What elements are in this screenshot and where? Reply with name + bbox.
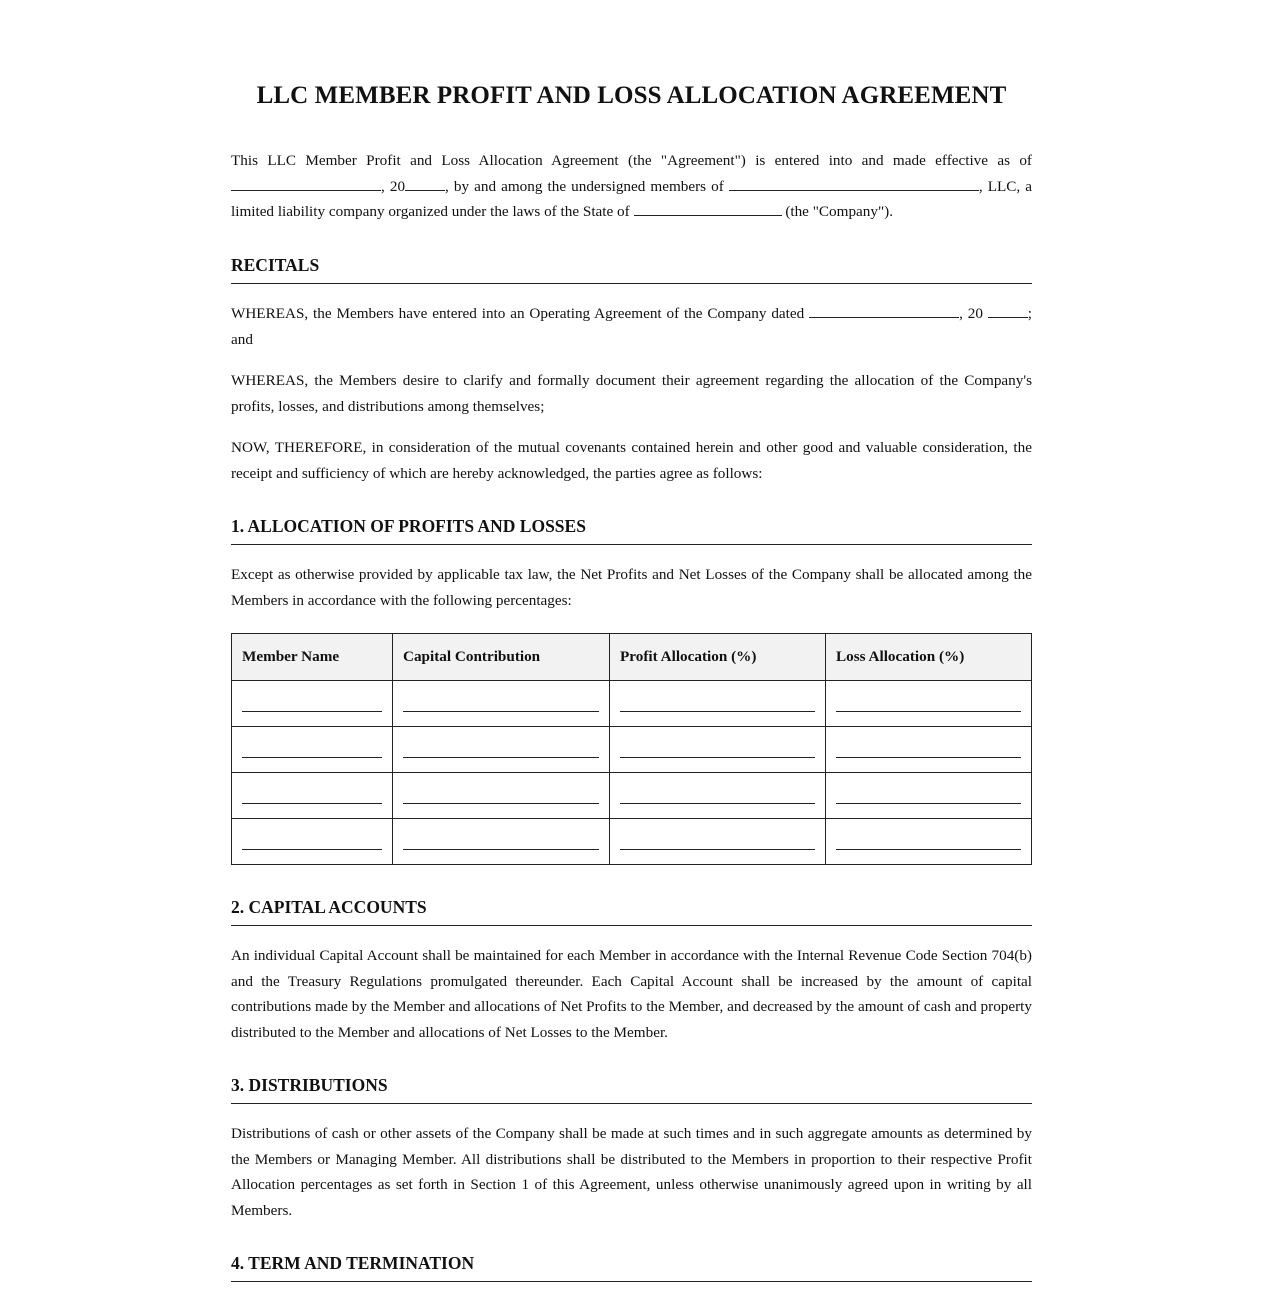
member-name-field[interactable] — [242, 849, 382, 850]
section-1-heading: 1. ALLOCATION OF PROFITS AND LOSSES — [231, 516, 1032, 545]
now-therefore-text: NOW, THEREFORE, in consideration of the mutual covenants contained herein and other good and valuable consideration, the receipt and sufficiency of which are hereby acknowledged, the parties agree as follows: — [231, 439, 1032, 482]
allocation-table — [231, 633, 1032, 865]
table-cell-capital-contribution — [393, 727, 610, 773]
capital-contribution-field[interactable] — [403, 711, 599, 712]
table-row — [232, 819, 1032, 865]
table-row — [232, 727, 1032, 773]
intro-text-5: a limited liability company organized under the laws of the State of — [231, 177, 1033, 221]
intro-text-2: , 20 — [381, 177, 406, 195]
intro-text-6: (the "Company"). — [785, 203, 894, 221]
loss-allocation-field[interactable] — [836, 849, 1021, 850]
member-name-field[interactable] — [242, 757, 382, 758]
capital-contribution-field[interactable] — [403, 757, 599, 758]
operating-agreement-year-field[interactable] — [988, 304, 1028, 318]
table-cell-capital-contribution — [393, 819, 610, 865]
section-1-body — [231, 562, 1032, 613]
profit-allocation-field[interactable] — [620, 711, 815, 712]
whereas-2-text: WHEREAS, the Members desire to clarify and formally document their agreement regarding the allocation of the Company's profits, losses, and distributions among themselves; — [231, 372, 1032, 415]
profit-allocation-field[interactable] — [620, 803, 815, 804]
section-4-heading: 4. TERM AND TERMINATION — [231, 1253, 1032, 1282]
whereas-1-suffix: ; and — [231, 305, 1033, 348]
table-cell-member-name — [232, 681, 393, 727]
effective-year-field[interactable] — [405, 177, 445, 191]
table-cell-member-name — [232, 727, 393, 773]
section-2-body — [231, 943, 1032, 1045]
allocation-table-wrapper — [231, 633, 1032, 865]
section-2-text: An individual Capital Account shall be maintained for each Member in accordance with the Internal Revenue Code Section 704(b) and the Treasury Regulations promulgated thereunder. Each Capital Account shall be increased by the amount of capital contributions made by the Member and allocations of Net Profits to the Member, and decreased by the amount of cash and property distributed to the Member and allocations of Net Losses to the Member. — [231, 947, 1032, 1041]
whereas-2 — [231, 368, 1032, 419]
now-therefore — [231, 435, 1032, 486]
loss-allocation-field[interactable] — [836, 803, 1021, 804]
table-row — [232, 773, 1032, 819]
section-3-heading: 3. DISTRIBUTIONS — [231, 1075, 1032, 1104]
header-member-name: Member Name — [232, 634, 393, 681]
whereas-1-year-prefix: , 20 — [959, 305, 983, 322]
profit-allocation-field[interactable] — [620, 849, 815, 850]
table-cell-profit-allocation — [610, 681, 826, 727]
loss-allocation-field[interactable] — [836, 711, 1021, 712]
table-cell-loss-allocation — [826, 773, 1032, 819]
table-cell-capital-contribution — [393, 681, 610, 727]
recitals-heading: RECITALS — [231, 255, 1032, 284]
company-name-field[interactable] — [729, 177, 979, 191]
recitals-section — [231, 255, 1032, 284]
table-cell-capital-contribution — [393, 773, 610, 819]
table-cell-member-name — [232, 819, 393, 865]
table-cell-profit-allocation — [610, 773, 826, 819]
document-title: LLC MEMBER PROFIT AND LOSS ALLOCATION AGREEMENT — [256, 82, 1007, 109]
table-cell-loss-allocation — [826, 681, 1032, 727]
table-cell-profit-allocation — [610, 727, 826, 773]
intro-paragraph — [231, 148, 1032, 225]
table-cell-profit-allocation — [610, 819, 826, 865]
intro-text-4: , LLC, — [978, 177, 1021, 195]
header-loss-allocation: Loss Allocation (%) — [826, 634, 1032, 681]
section-3-body — [231, 1121, 1032, 1223]
section-1 — [231, 516, 1032, 545]
whereas-1-text: WHEREAS, the Members have entered into an Operating Agreement of the Company dated — [231, 305, 805, 322]
section-4 — [231, 1253, 1032, 1282]
section-2 — [231, 897, 1032, 926]
table-header-row — [232, 634, 1032, 681]
capital-contribution-field[interactable] — [403, 803, 599, 804]
table-row — [232, 681, 1032, 727]
section-3 — [231, 1075, 1032, 1104]
whereas-1 — [231, 301, 1032, 352]
capital-contribution-field[interactable] — [403, 849, 599, 850]
member-name-field[interactable] — [242, 711, 382, 712]
section-2-heading: 2. CAPITAL ACCOUNTS — [231, 897, 1032, 926]
section-1-text: Except as otherwise provided by applicable tax law, the Net Profits and Net Losses of the Company shall be allocated among the Members in accordance with the following percentages: — [231, 566, 1032, 609]
loss-allocation-field[interactable] — [836, 757, 1021, 758]
intro-text-1: This LLC Member Profit and Loss Allocation Agreement (the "Agreement") is entered into and made effective as of — [231, 152, 1032, 169]
state-field[interactable] — [634, 202, 782, 216]
header-profit-allocation: Profit Allocation (%) — [610, 634, 826, 681]
table-cell-member-name — [232, 773, 393, 819]
header-capital-contribution: Capital Contribution — [393, 634, 610, 681]
member-name-field[interactable] — [242, 803, 382, 804]
section-3-text: Distributions of cash or other assets of the Company shall be made at such times and in such aggregate amounts as determined by the Members or Managing Member. All distributions shall be distributed to the Members in proportion to their respective Profit Allocation percentages as set forth in Section 1 of this Agreement, unless otherwise unanimously agreed upon in writing by all Members. — [231, 1125, 1032, 1219]
table-cell-loss-allocation — [826, 819, 1032, 865]
table-cell-loss-allocation — [826, 727, 1032, 773]
profit-allocation-field[interactable] — [620, 757, 815, 758]
intro-text-3: , by and among the undersigned members of — [445, 177, 724, 195]
effective-date-field[interactable] — [231, 177, 381, 191]
operating-agreement-date-field[interactable] — [809, 304, 959, 318]
